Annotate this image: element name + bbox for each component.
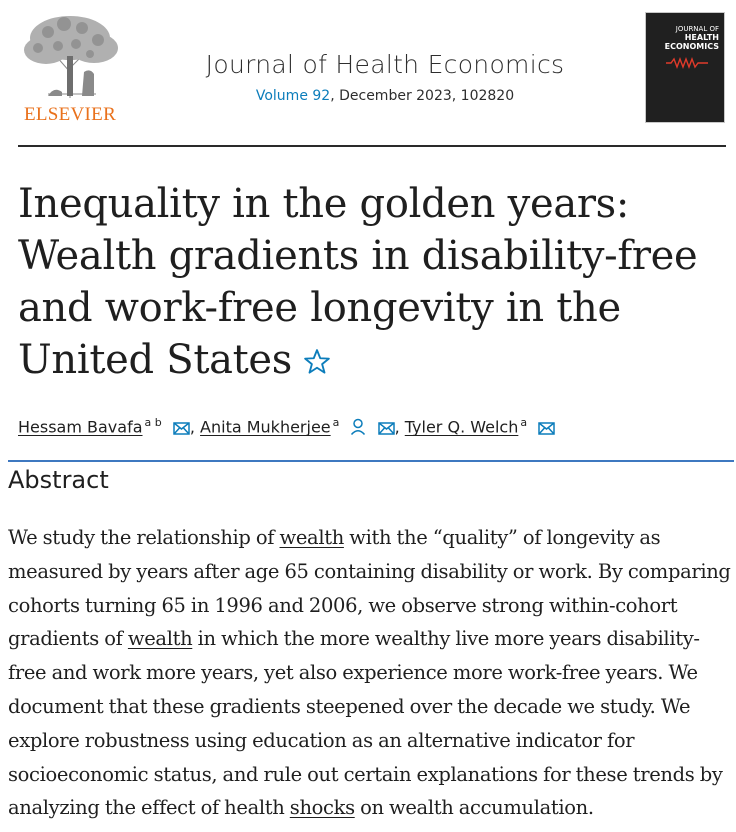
abstract-text-part: We study the relationship of [8,526,280,549]
email-icon[interactable] [378,420,395,439]
elsevier-wordmark: ELSEVIER [23,104,117,125]
header-divider [18,145,726,147]
abstract-text [8,521,736,825]
abstract-text-part: on wealth accumulation. [354,796,594,820]
email-icon[interactable] [173,420,190,439]
topic-link-wealth[interactable]: wealth [127,627,193,651]
author-affiliation[interactable]: a [332,416,340,429]
author-link-welch[interactable]: Tyler Q. Welch [404,417,519,437]
cover-line-2: HEALTH ECONOMICS [664,33,719,51]
volume-link[interactable]: Volume 92 [255,88,331,104]
tree-logo-icon [18,12,122,102]
article-header [0,0,736,150]
topic-link-wealth[interactable]: wealth [279,526,344,549]
author-list [18,416,730,439]
abstract-divider [8,460,734,462]
person-icon[interactable] [350,418,366,439]
journal-info [130,48,640,104]
author-link-bavafa[interactable]: Hessam Bavafa [18,417,143,437]
cover-wave-icon [666,57,708,69]
abstract-heading: Abstract [8,466,109,494]
article-title [18,178,730,390]
email-icon[interactable] [538,420,555,439]
article-title-text: Inequality in the golden years: Wealth gradients in disability-free and work-free longevity in the United States [18,181,698,383]
author-affiliation[interactable]: a b [144,416,162,429]
topic-link-shocks[interactable]: shocks [289,796,355,820]
author-separator: , [394,417,400,437]
elsevier-logo[interactable] [18,12,122,126]
journal-title[interactable]: Journal of Health Economics [205,50,565,79]
abstract-text-part: in which the more wealthy live more years disability-free and work more years, yet also experience more work-free years. We document that these gradients steepened over the decade we study. We explore robustness using education as an alternative indicator for socioeconomic status, and rule out certain explanations for these trends by analyzing the effect of health [8,627,723,820]
author-affiliation[interactable]: a [520,416,528,429]
journal-cover[interactable] [645,12,725,123]
journal-citation [130,88,640,104]
author-separator: , [189,417,195,437]
author-link-mukherjee[interactable]: Anita Mukherjee [200,417,331,437]
cover-line-1: JOURNAL OF [675,25,719,33]
abstract-text-part: with the “quality” of longevity as measured by years after age 65 containing disability or work. By comparing cohorts turning 65 in 1996 and 2006, we observe strong within-cohort gradients of [8,526,731,651]
citation-details: , December 2023, 102820 [330,88,515,104]
star-icon[interactable] [302,338,332,390]
